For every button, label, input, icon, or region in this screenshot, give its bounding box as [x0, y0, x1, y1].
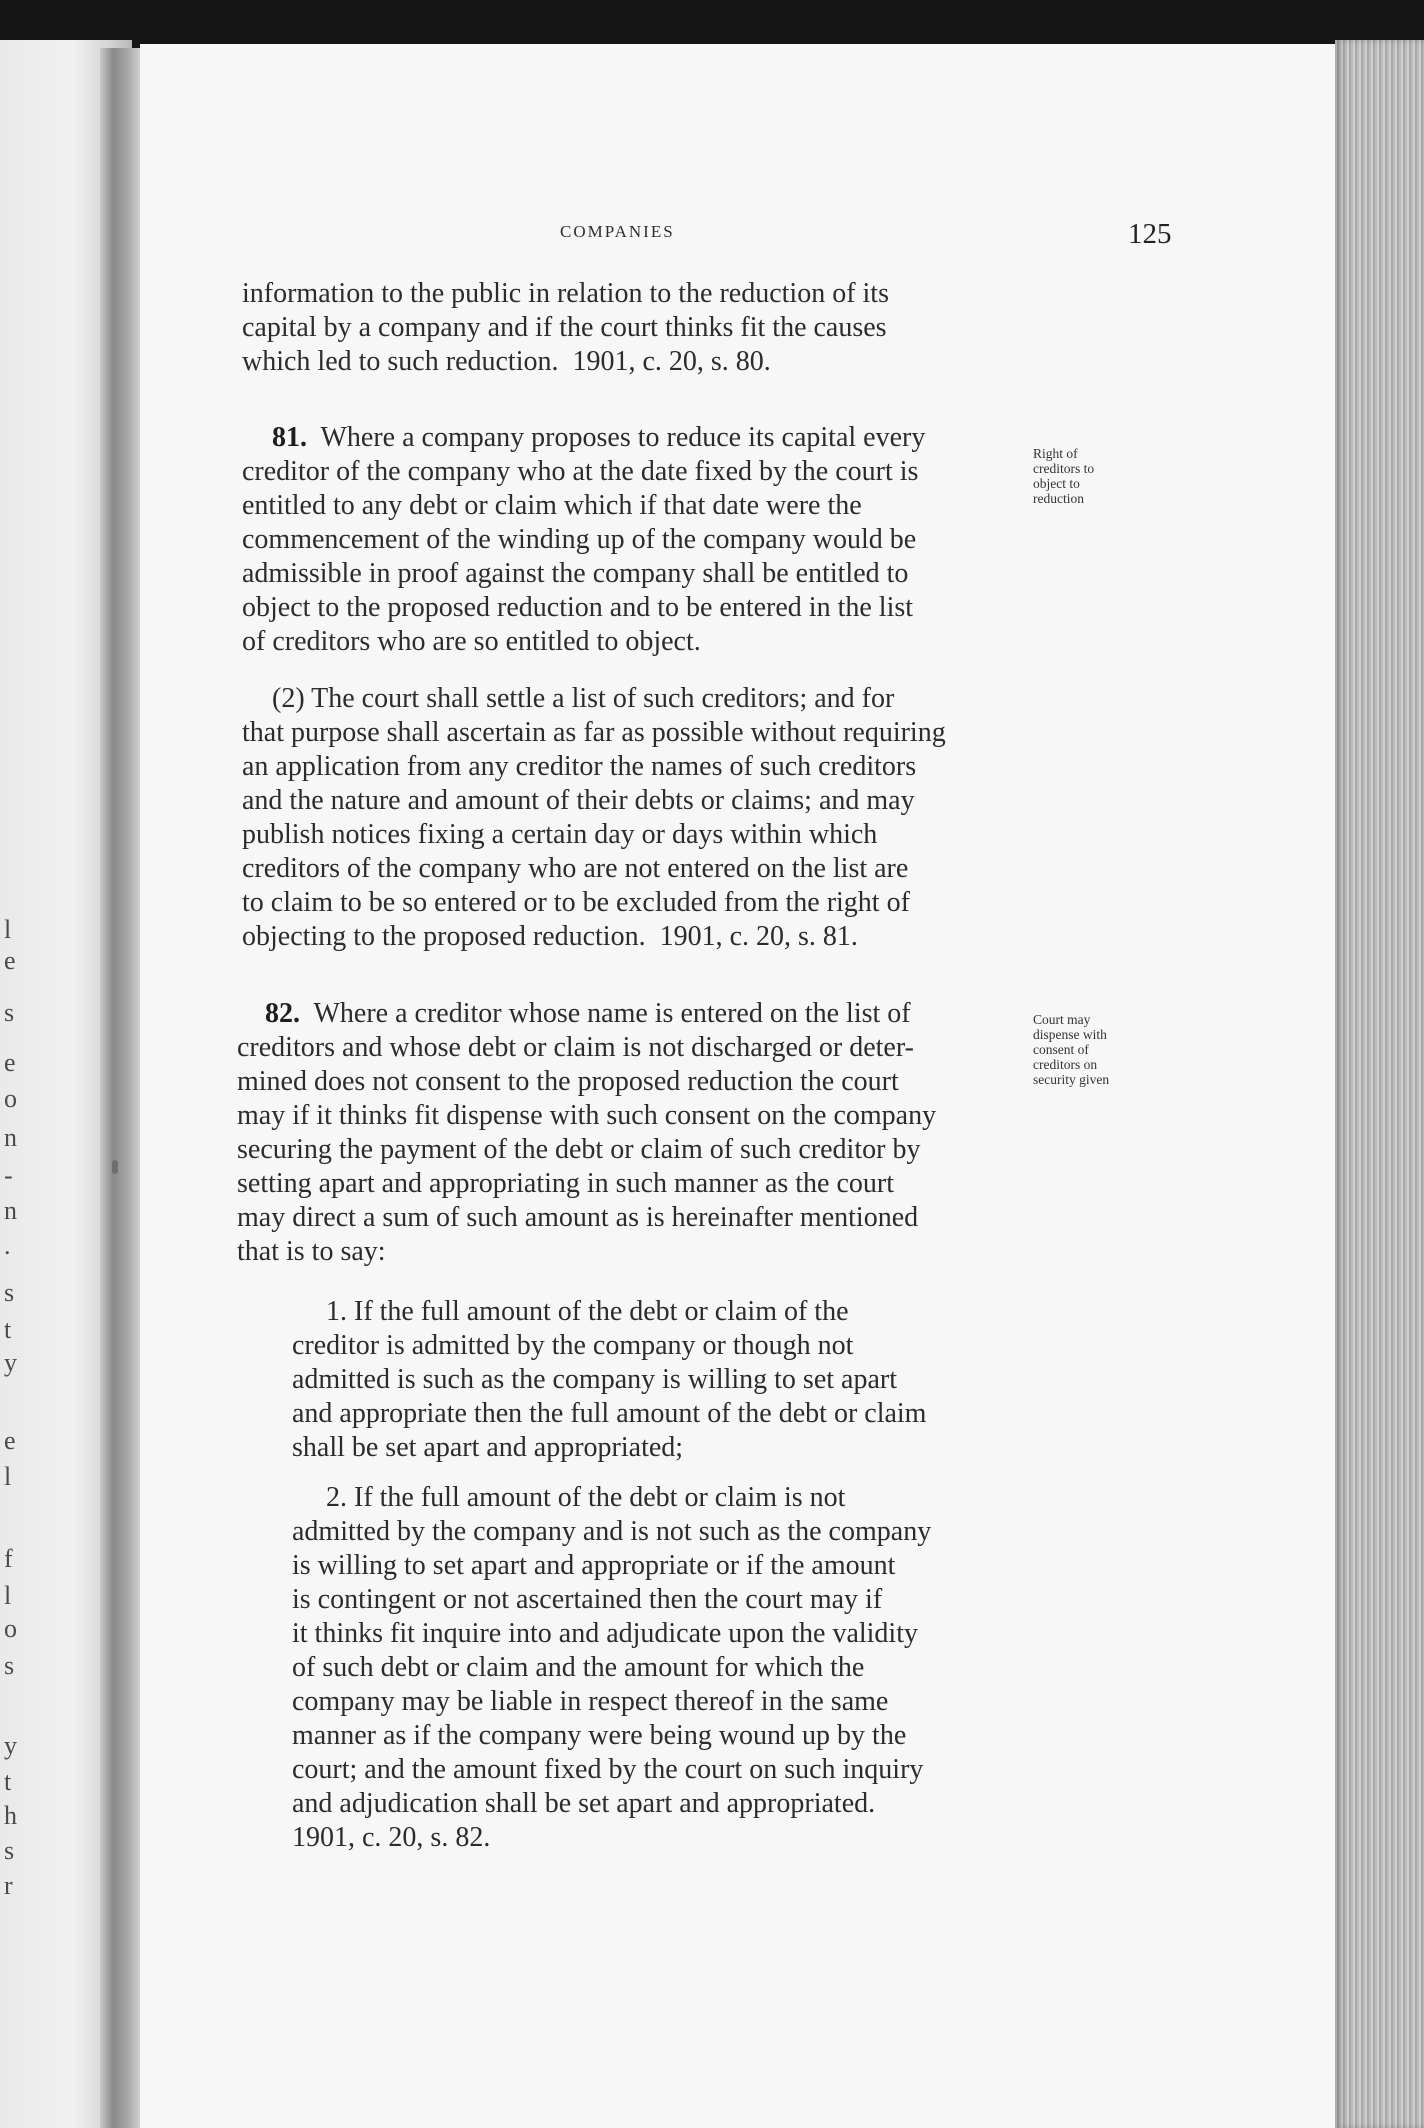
text-line [0, 1753, 1424, 1787]
text-line [0, 277, 1424, 311]
line-text: of such debt or claim and the amount for which the [292, 1652, 865, 1683]
text-line [0, 1431, 1424, 1465]
text-line [0, 591, 1424, 625]
facing-page-fragment: t [4, 1767, 12, 1796]
text-line [0, 818, 1424, 852]
text-line [0, 1614, 1424, 1651]
line-text: court; and the amount fixed by the court on such inquiry [292, 1754, 924, 1785]
line-text: securing the payment of the debt or claim of such creditor by [237, 1134, 921, 1165]
text-line [0, 1329, 1424, 1363]
line-text: and appropriate then the full amount of the debt or claim [292, 1398, 927, 1429]
line-text: Where a company proposes to reduce its capital every [307, 422, 926, 453]
facing-page-fragment: r [4, 1871, 13, 1900]
line-text: creditors and whose debt or claim is not discharged or deter- [237, 1032, 914, 1063]
text-line [0, 1719, 1424, 1753]
facing-page-fragment: h [4, 1801, 17, 1830]
text-line [0, 682, 1424, 716]
facing-page-fragment: e [4, 1426, 16, 1455]
line-text: that is to say: [237, 1236, 386, 1267]
line-text: may direct a sum of such amount as is hereinafter mentioned [237, 1202, 919, 1233]
line-text: object to the proposed reduction and to be entered in the list [242, 592, 914, 623]
text-line [0, 1685, 1424, 1719]
text-line [0, 1787, 1424, 1821]
line-text: is willing to set apart and appropriate or if the amount [292, 1550, 896, 1581]
line-text: creditor is admitted by the company or though not [292, 1330, 854, 1361]
facing-page-fragment: s [4, 1836, 15, 1865]
text-line [0, 997, 1424, 1031]
facing-page-fragment: l [4, 1462, 12, 1491]
text-line [0, 1167, 1424, 1201]
line-text: manner as if the company were being wound up by the [292, 1720, 907, 1751]
facing-page-fragment: s [4, 998, 15, 1027]
line-text: which led to such reduction. 1901, c. 20, s. 80. [242, 346, 771, 377]
text-line [0, 1397, 1424, 1431]
facing-page-fragment: t [4, 1315, 12, 1344]
facing-page-fragment: n [4, 1196, 17, 1225]
line-text: (2) The court shall settle a list of such creditors; and for [272, 683, 895, 714]
line-text: it thinks fit inquire into and adjudicate upon the validity [292, 1618, 918, 1649]
facing-page-fragment: e [4, 946, 16, 975]
facing-page-fragment: y [4, 1731, 17, 1760]
page-number: 125 [1128, 218, 1172, 250]
running-head: COMPANIES [560, 222, 675, 241]
facing-page-fragment: o [4, 1084, 17, 1113]
text-line [0, 750, 1424, 784]
text-line [0, 523, 1424, 557]
facing-page-fragment: e [4, 1048, 16, 1077]
text-line [0, 920, 1424, 954]
line-text: an application from any creditor the names of such creditors [242, 751, 917, 782]
line-text: and the nature and amount of their debts or claims; and may [242, 785, 915, 816]
text-line [0, 1231, 1424, 1269]
facing-page-fragment: l [4, 1581, 12, 1610]
line-text: publish notices fixing a certain day or days within which [242, 819, 878, 850]
text-line [0, 455, 1424, 489]
text-line [0, 784, 1424, 818]
line-text: 1. If the full amount of the debt or claim of the [326, 1296, 849, 1327]
margin-note: Court may dispense with consent of creditors on security given [1033, 1012, 1110, 1087]
line-text: Where a creditor whose name is entered on the list of [300, 998, 911, 1029]
line-text: 1901, c. 20, s. 82. [292, 1822, 491, 1853]
line-text: that purpose shall ascertain as far as possible without requiring [242, 717, 946, 748]
line-text: admitted is such as the company is willing to set apart [292, 1364, 897, 1395]
text-line [0, 625, 1424, 659]
text-line [0, 1295, 1424, 1329]
line-text: capital by a company and if the court thinks fit the causes [242, 312, 887, 343]
line-text: company may be liable in respect thereof in the same [292, 1686, 889, 1717]
text-line [0, 557, 1424, 591]
facing-page-fragment: y [4, 1348, 17, 1377]
text-line [0, 716, 1424, 750]
line-text: setting apart and appropriating in such manner as the court [237, 1168, 895, 1199]
line-text: admissible in proof against the company shall be entitled to [242, 558, 909, 589]
line-text: objecting to the proposed reduction. 1901, c. 20, s. 81. [242, 921, 858, 952]
line-text: entitled to any debt or claim which if that date were the [242, 490, 862, 521]
text-line [0, 1099, 1424, 1133]
line-text: and adjudication shall be set apart and appropriated. [292, 1788, 876, 1819]
line-text: creditor of the company who at the date fixed by the court is [242, 456, 919, 487]
facing-page-fragment: n [4, 1123, 17, 1152]
line-text: to claim to be so entered or to be excluded from the right of [242, 887, 910, 918]
text-line [0, 1065, 1424, 1099]
facing-page-fragment: l [4, 915, 12, 944]
line-text: 2. If the full amount of the debt or claim is not [326, 1482, 846, 1513]
text-line [0, 311, 1424, 345]
facing-page-fragment: s [4, 1651, 15, 1680]
text-line [0, 1651, 1424, 1685]
line-text: commencement of the winding up of the company would be [242, 524, 917, 555]
text-line [0, 489, 1424, 523]
line-text: shall be set apart and appropriated; [292, 1432, 684, 1463]
text-line [0, 1583, 1424, 1617]
text-line [0, 886, 1424, 920]
text-line [0, 421, 1424, 455]
facing-page-fragment: s [4, 1278, 15, 1307]
text-line [0, 1481, 1424, 1515]
text-line [0, 1133, 1424, 1167]
line-text: mined does not consent to the proposed reduction the court [237, 1066, 899, 1097]
text-line [0, 1549, 1424, 1583]
margin-note: Right of creditors to object to reduction [1033, 446, 1095, 506]
text-line [0, 1821, 1424, 1855]
facing-page-fragment: . [4, 1231, 11, 1260]
line-text: admitted by the company and is not such as the company [292, 1516, 932, 1547]
facing-page-fragment: o [4, 1614, 17, 1643]
line-text: of creditors who are so entitled to object. [242, 626, 701, 657]
facing-page-fragment: f [4, 1544, 13, 1573]
text-line [0, 852, 1424, 886]
line-text: is contingent or not ascertained then the court may if [292, 1584, 883, 1615]
line-text: creditors of the company who are not entered on the list are [242, 853, 909, 884]
facing-page-fragment: - [4, 1161, 13, 1190]
text-line [0, 1031, 1424, 1065]
line-text: information to the public in relation to the reduction of its [242, 278, 889, 309]
section-number: 81. [272, 422, 307, 453]
line-text: may if it thinks fit dispense with such consent on the company [237, 1100, 937, 1131]
text-line [0, 1201, 1424, 1235]
text-line [0, 1515, 1424, 1549]
text-line [0, 1363, 1424, 1397]
text-line [0, 345, 1424, 379]
section-number: 82. [265, 998, 300, 1029]
